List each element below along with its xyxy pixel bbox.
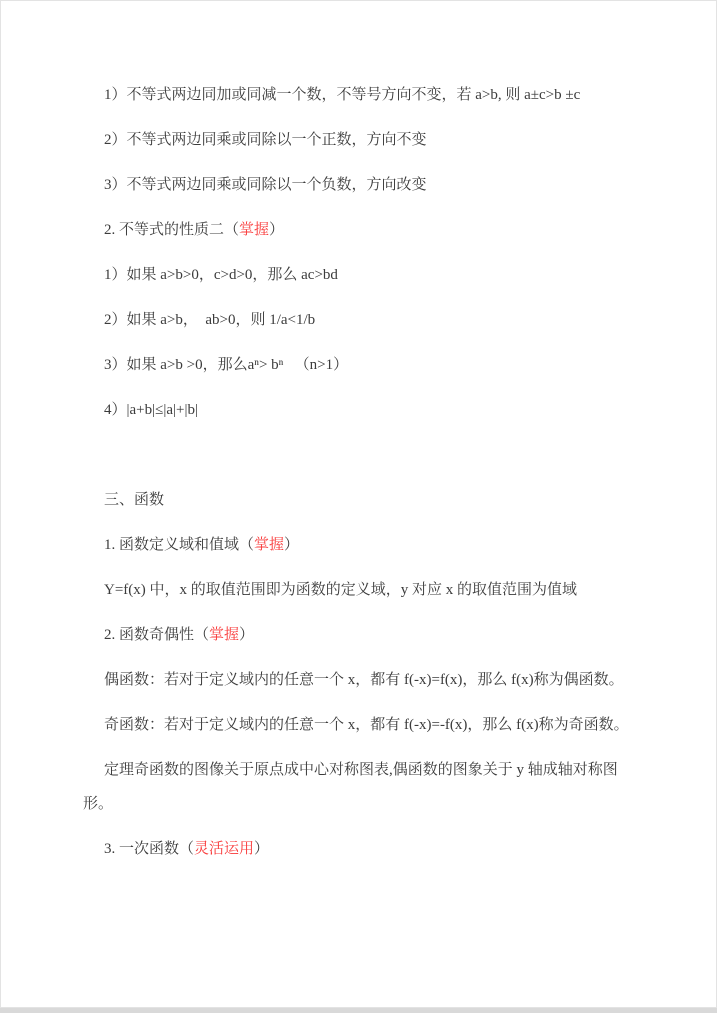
symmetry-theorem	[83, 753, 636, 821]
functions-sub2-heading	[83, 618, 636, 652]
functions-sub1-body-text: Y=f(x) 中，x 的取值范围即为函数的定义域，y 对应 x 的取值范围为值域	[104, 582, 578, 598]
inequality1-item-2-text: 2）不等式两边同乘或同除以一个正数，方向不变	[104, 132, 427, 148]
inequality2-item-4-text: 4）|a+b|≤|a|+|b|	[104, 402, 198, 418]
blank-line	[83, 438, 636, 472]
functions-section-heading	[83, 483, 636, 517]
inequality2-item-2-text: 2）如果 a>b， ab>0，则 1/a<1/b	[104, 312, 316, 328]
inequality2-item-1	[83, 258, 636, 292]
inequality2-item-2	[83, 303, 636, 337]
inequality2-heading-suffix: ）	[269, 222, 285, 238]
inequality1-item-1	[83, 78, 636, 112]
functions-sub1-heading	[83, 528, 636, 562]
functions-section-heading-text: 三、函数	[104, 492, 165, 508]
mastery-tag: 掌握	[254, 537, 285, 553]
odd-function-definition-text: 奇函数：若对于定义域内的任意一个 x，都有 f(-x)=-f(x)，那么 f(x)称为奇函数。	[104, 717, 629, 733]
flexible-use-tag: 灵活运用	[194, 841, 255, 857]
inequality2-heading	[83, 213, 636, 247]
even-function-definition-text: 偶函数：若对于定义域内的任意一个 x，都有 f(-x)=f(x)，那么 f(x)称为偶函数。	[104, 672, 624, 688]
functions-sub1-prefix: 1. 函数定义域和值域（	[104, 537, 255, 553]
functions-sub1-suffix: ）	[284, 537, 300, 553]
inequality2-item-3	[83, 348, 636, 382]
inequality2-item-4	[83, 393, 636, 427]
symmetry-theorem-text: 定理奇函数的图像关于原点成中心对称图表,偶函数的图象关于 y 轴成轴对称图形。	[83, 762, 618, 812]
functions-sub3-heading	[83, 832, 636, 866]
functions-sub3-prefix: 3. 一次函数（	[104, 841, 195, 857]
even-function-definition	[83, 663, 636, 697]
functions-sub2-prefix: 2. 函数奇偶性（	[104, 627, 210, 643]
mastery-tag: 掌握	[209, 627, 240, 643]
odd-function-definition	[83, 708, 636, 742]
functions-sub3-suffix: ）	[254, 841, 270, 857]
inequality2-item-3-text: 3）如果 a>b >0，那么aⁿ> bⁿ （n>1）	[104, 357, 349, 373]
functions-sub2-suffix: ）	[239, 627, 255, 643]
functions-sub1-body	[83, 573, 636, 607]
mastery-tag: 掌握	[239, 222, 270, 238]
inequality2-heading-prefix: 2. 不等式的性质二（	[104, 222, 240, 238]
inequality1-item-2	[83, 123, 636, 157]
inequality1-item-1-text: 1）不等式两边同加或同减一个数，不等号方向不变，若 a>b, 则 a±c>b ±c	[104, 87, 581, 103]
inequality1-item-3-text: 3）不等式两边同乘或同除以一个负数，方向改变	[104, 177, 427, 193]
inequality2-item-1-text: 1）如果 a>b>0，c>d>0，那么 ac>bd	[104, 267, 338, 283]
document-content	[1, 1, 716, 866]
inequality1-item-3	[83, 168, 636, 202]
